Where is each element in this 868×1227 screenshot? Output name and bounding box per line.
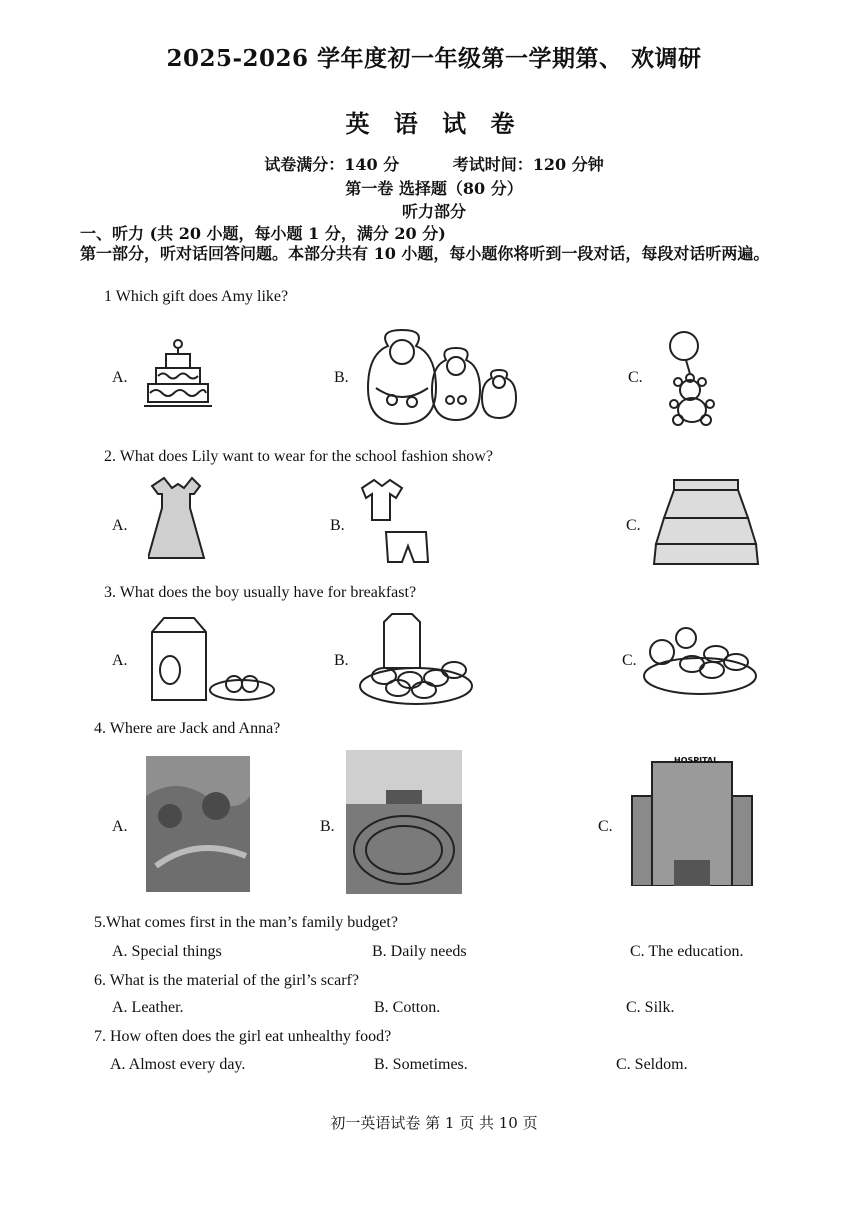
page-footer: 初一英语试卷 第 1 页 共 10 页	[330, 1114, 538, 1132]
hospital-sign: HOSPITAL	[674, 756, 719, 765]
question-2: 2. What does Lily want to wear for the school fashion show?	[104, 448, 493, 465]
q6-option-b[interactable]: B. Cotton.	[374, 999, 441, 1016]
section-instruction: 第一部分，听对话回答问题。本部分共有 10 小题，每小题你将听到一段对话，每段对话听两遍。	[80, 244, 770, 263]
q6-option-a[interactable]: A. Leather.	[112, 999, 184, 1016]
full-score: 试卷满分：140 分	[264, 155, 400, 174]
q1-option-b[interactable]: B.	[334, 369, 349, 386]
q4-option-c[interactable]: C.	[598, 818, 613, 835]
q3-option-b[interactable]: B.	[334, 652, 349, 669]
question-5: 5.What comes first in the man’s family budget?	[94, 914, 398, 931]
milk-and-eggs-image	[146, 612, 276, 708]
fruit-and-bread-image	[642, 626, 758, 698]
q6-option-c[interactable]: C. Silk.	[626, 999, 675, 1016]
q4-option-b[interactable]: B.	[320, 818, 335, 835]
hospital-image	[630, 756, 754, 886]
layer-cake-image	[142, 338, 214, 412]
part-heading: 听力部分	[401, 202, 466, 221]
park-image	[146, 756, 250, 892]
exam-title: 2025-2026 学年度初一年级第一学期第、 欢调研	[166, 45, 702, 72]
question-6: 6. What is the material of the girl’s scarf?	[94, 972, 359, 989]
question-1: 1 Which gift does Amy like?	[104, 288, 289, 305]
question-3: 3. What does the boy usually have for breakfast?	[104, 584, 417, 601]
q1-option-c[interactable]: C.	[628, 369, 643, 386]
nesting-dolls-image	[362, 328, 522, 426]
q7-option-a[interactable]: A. Almost every day.	[110, 1056, 246, 1073]
question-4: 4. Where are Jack and Anna?	[94, 720, 281, 737]
question-7: 7. How often does the girl eat unhealthy food?	[94, 1028, 392, 1045]
q3-option-c[interactable]: C.	[622, 652, 637, 669]
q2-option-a[interactable]: A.	[112, 517, 128, 534]
q2-option-c[interactable]: C.	[626, 517, 641, 534]
q5-option-a[interactable]: A. Special things	[112, 943, 222, 960]
q7-option-b[interactable]: B. Sometimes.	[374, 1056, 468, 1073]
section-heading: 一、听力 (共 20 小题，每小题 1 分，满分 20 分)	[80, 224, 446, 243]
teddy-bear-keychain-image	[664, 330, 724, 426]
exam-subtitle: 英 语 试 卷	[345, 109, 523, 138]
q5-option-b[interactable]: B. Daily needs	[372, 943, 467, 960]
volume-heading: 第一卷 选择题（80 分）	[345, 179, 523, 198]
q1-option-a[interactable]: A.	[112, 369, 128, 386]
exam-info	[0, 152, 868, 175]
skirt-image	[652, 476, 760, 572]
milk-and-bread-image	[358, 612, 476, 708]
q2-option-b[interactable]: B.	[330, 517, 345, 534]
playground-image	[346, 750, 462, 894]
exam-time: 考试时间：120 分钟	[452, 155, 604, 174]
q3-option-a[interactable]: A.	[112, 652, 128, 669]
q4-option-a[interactable]: A.	[112, 818, 128, 835]
t-shirt-and-shorts-image	[356, 478, 436, 568]
q5-option-c[interactable]: C. The education.	[630, 943, 744, 960]
q7-option-c[interactable]: C. Seldom.	[616, 1056, 688, 1073]
dress-image	[148, 474, 210, 570]
